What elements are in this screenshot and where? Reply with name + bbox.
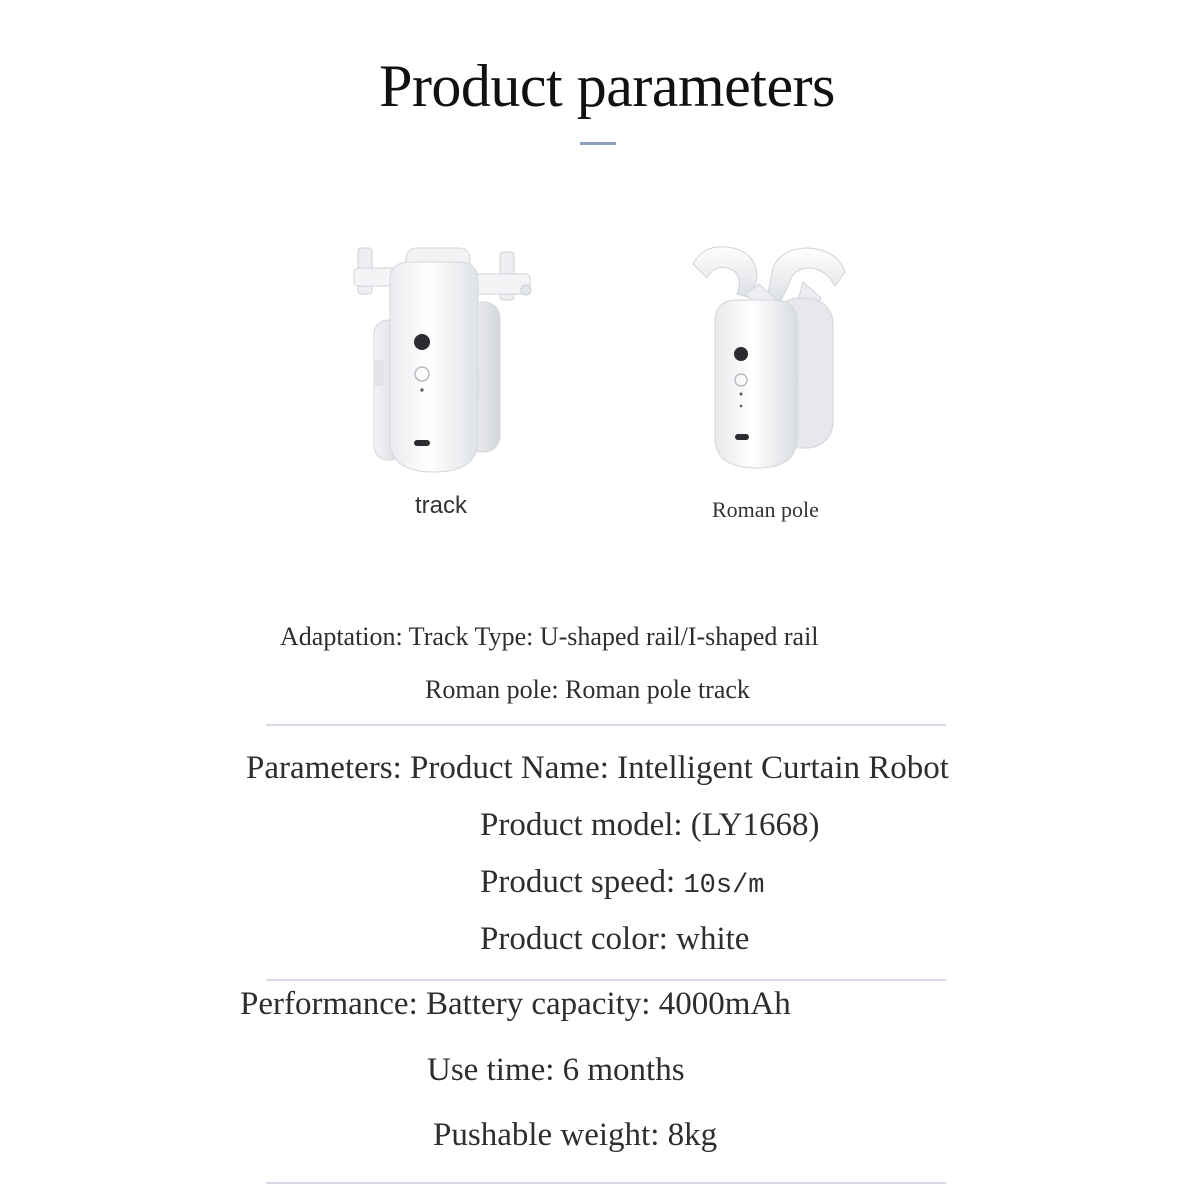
track-caption: track	[415, 492, 468, 519]
speed-label: Product speed:	[480, 864, 684, 900]
divider	[266, 724, 946, 726]
performance-use-time: Use time: 6 months	[427, 1052, 685, 1088]
adaptation-roman-pole: Roman pole: Roman pole track	[425, 675, 750, 704]
speed-value: 10s/m	[683, 871, 765, 901]
parameter-product-color: Product color: white	[480, 921, 750, 957]
performance-pushable-weight: Pushable weight: 8kg	[433, 1117, 718, 1153]
page-title: Product parameters	[379, 53, 835, 119]
title-underline	[580, 142, 616, 145]
divider	[266, 1182, 946, 1184]
track-curtain-robot-icon	[350, 240, 540, 480]
adaptation-track-type: Adaptation: Track Type: U-shaped rail/I-shaped rail	[280, 622, 819, 651]
roman-pole-caption: Roman pole	[712, 497, 819, 522]
divider	[266, 979, 946, 981]
parameter-product-name: Parameters: Product Name: Intelligent Curtain Robot	[246, 750, 949, 786]
parameter-product-model: Product model: (LY1668)	[480, 807, 820, 843]
parameter-product-speed	[480, 864, 764, 901]
performance-battery-capacity: Performance: Battery capacity: 4000mAh	[240, 986, 791, 1022]
roman-pole-curtain-robot-icon	[685, 238, 865, 478]
